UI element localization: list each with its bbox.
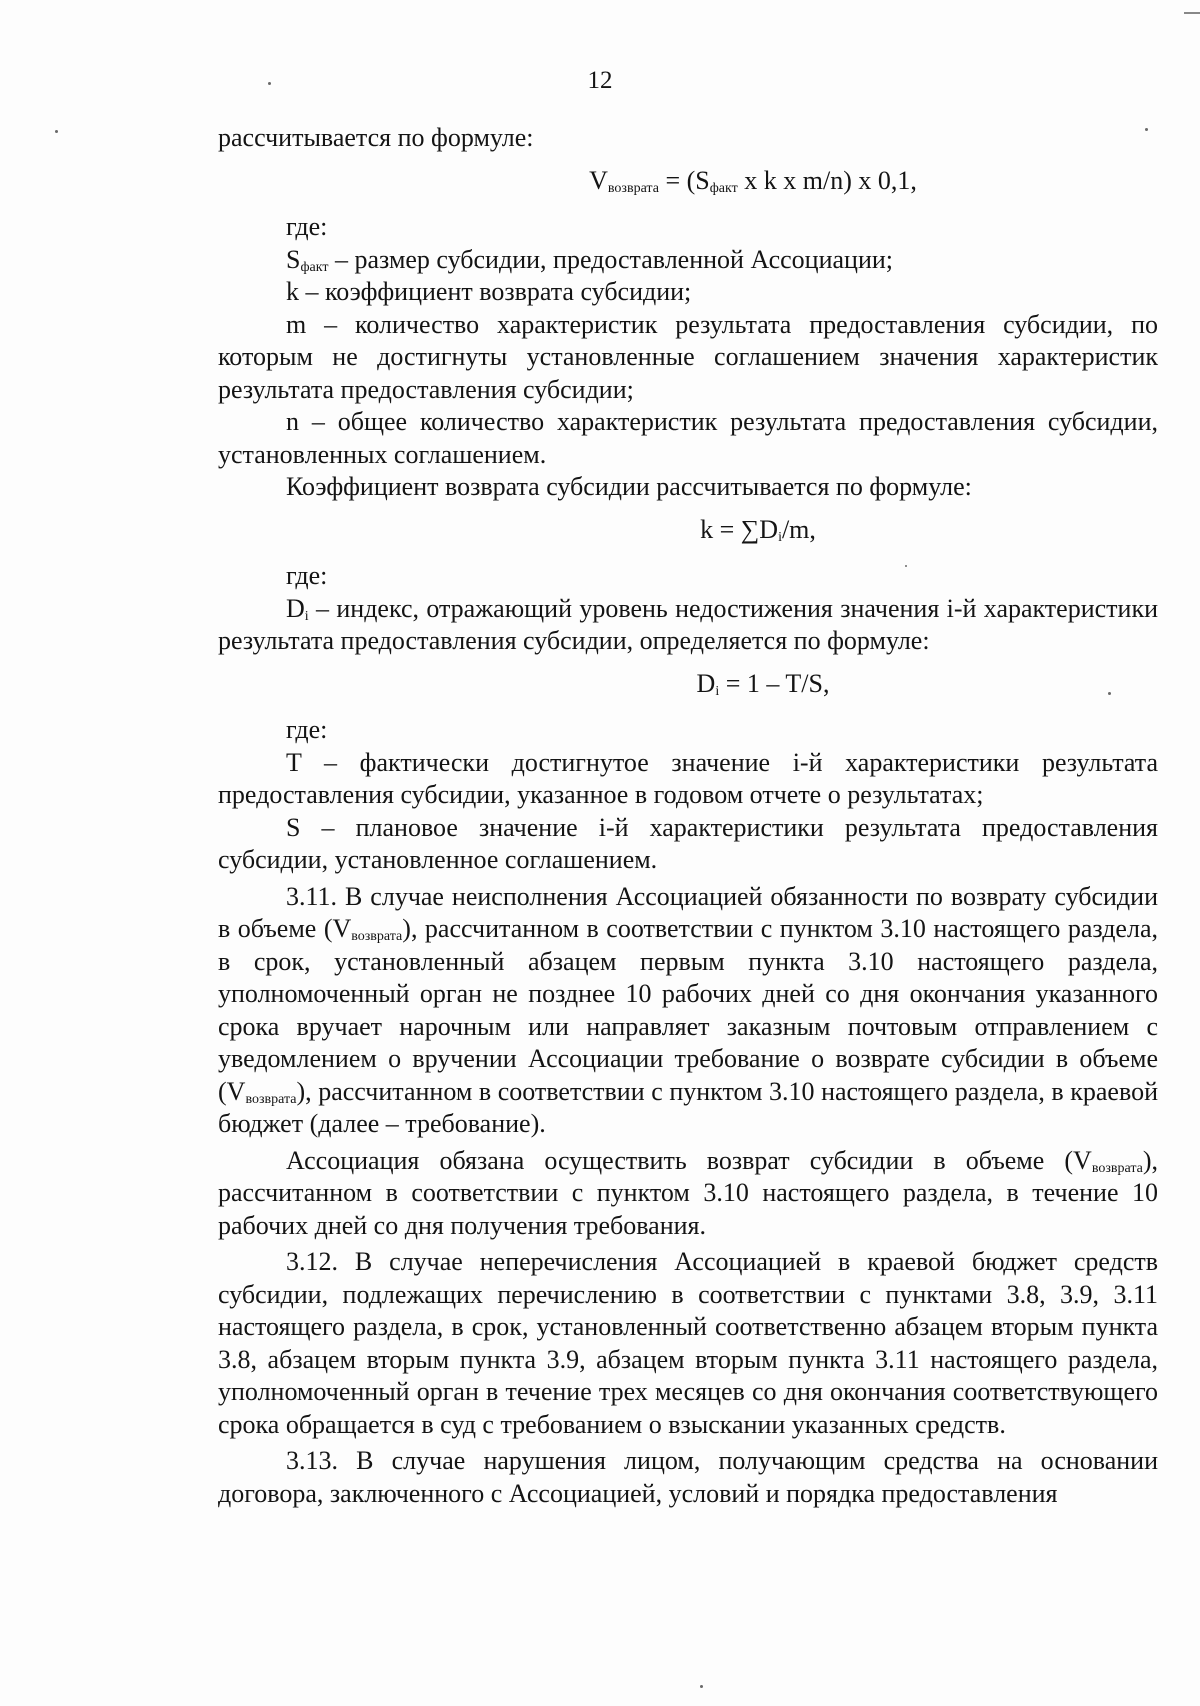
page-number: 12 <box>587 67 613 94</box>
where-label: где: <box>286 212 328 241</box>
where-label: где: <box>286 561 328 590</box>
definition-k: k – коэффициент возврата субсидии; <box>286 277 692 306</box>
formula-di: $D_i = 1 - T/S$, <box>696 668 830 699</box>
formula-intro: рассчитывается по формуле: <box>218 123 534 152</box>
definition-n: n – общее количество характеристик результата предоставления субсидии, установленных соглашением. <box>218 407 1158 469</box>
formula-k: $k = \sum D_i/m$, <box>700 514 816 545</box>
scan-edge-mark <box>1184 12 1200 14</box>
scan-speck <box>55 130 58 133</box>
definition-t: T – фактически достигнутое значение i-й характеристики результата предоставления субсидии, указанное в годовом отчете о результатах; <box>218 747 1158 809</box>
definition-s-fact: $S_{факт}$ – размер субсидии, предоставленной Ассоциации; <box>286 244 894 275</box>
where-label: где: <box>286 715 328 744</box>
coefficient-intro: Коэффициент возврата субсидии рассчитывается по формуле: <box>286 472 972 501</box>
paragraph-3-12: 3.12. В случае неперечисления Ассоциацией в краевой бюджет средств субсидии, подлежащих перечислению в соответствии с пунктами 3.8, 3.9, 3.11 настоящего раздела, в срок, установленный соответственно абзацем вторым пункта 3.8, абзацем вторым пункта 3.9, абзацем вторым пункта 3.11 настоящего раздела, уполномоченный орган в течение трех месяцев со дня окончания соответствующего срока обращается в суд с требованием о взыскании указанных средств. <box>218 1247 1158 1439</box>
definition-m: m – количество характеристик результата предоставления субсидии, по которым не достигнуты установленные соглашением значения характеристик результата предоставления субсидии; <box>218 309 1158 404</box>
paragraph-3-13: 3.13. В случае нарушения лицом, получающим средства на основании договора, заключенного с Ассоциацией, условий и порядка предоставления <box>218 1446 1158 1508</box>
definition-s-plan: S – плановое значение i-й характеристики результата предоставления субсидии, установленное соглашением. <box>218 812 1158 874</box>
paragraph-association-obligation: Ассоциация обязана осуществить возврат субсидии в объеме $(V_{возврата})$, рассчитанном в соответствии с пунктом 3.10 настоящего раздела, в течение 10 рабочих дней со дня получения требования. <box>218 1145 1158 1240</box>
scan-speck <box>700 1685 703 1688</box>
document-body <box>218 122 1158 1510</box>
definition-di: $D_i$ – индекс, отражающий уровень недостижения значения i-й характеристики результата предоставления субсидии, определяется по формуле: <box>218 593 1158 655</box>
paragraph-3-11: 3.11. В случае неисполнения Ассоциацией обязанности по возврату субсидии в объеме $(V_{возврата})$, рассчитанном в соответствии с пунктом 3.10 настоящего раздела, в срок, установленный абзацем первым пункта 3.10 настоящего раздела, уполномоченный орган не позднее 10 рабочих дней со дня окончания указанного срока вручает нарочным или направляет заказным почтовым отправлением с уведомлением о вручении Ассоциации требование о возврате субсидии в объеме $(V_{возврата})$, рассчитанном в соответствии с пунктом 3.10 настоящего раздела, в краевой бюджет (далее – требование). <box>218 881 1158 1138</box>
formula-v-return: $V_{возврата} = (S_{факт}$ x k x m/n) x 0,1, <box>589 165 917 196</box>
